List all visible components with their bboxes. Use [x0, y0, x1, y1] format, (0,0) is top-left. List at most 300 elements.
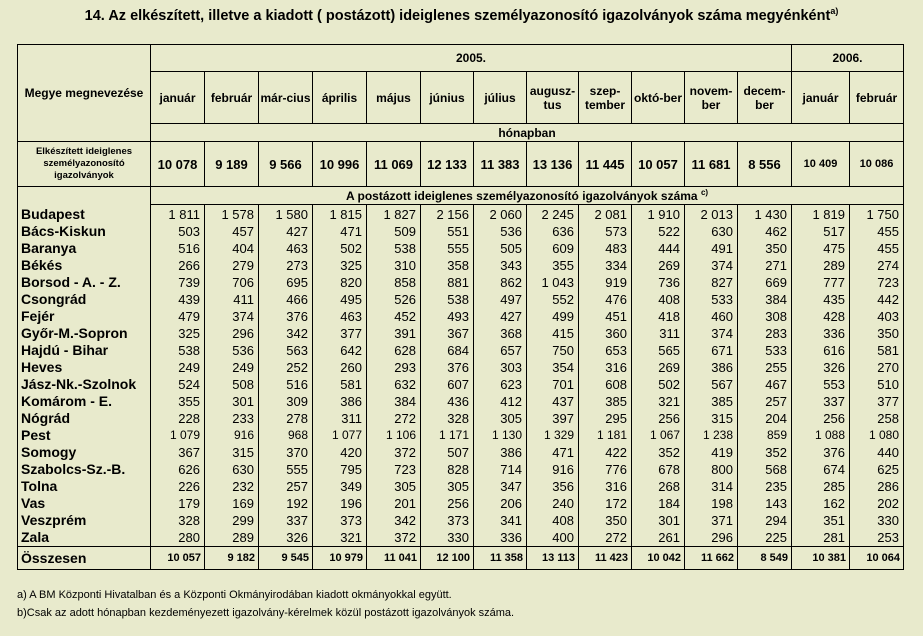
table-cell: 457: [232, 224, 254, 239]
table-cell: 451: [605, 309, 627, 324]
table-cell: 411: [233, 292, 254, 307]
table-cell: 607: [447, 377, 469, 392]
table-cell: 334: [605, 258, 627, 273]
table-cell: 384: [765, 292, 787, 307]
table-cell: 1 079: [169, 428, 200, 442]
table-cell: 303: [500, 360, 522, 375]
prepared-label: Elkészített ideiglenes személyazonosító igazolványok: [18, 142, 151, 187]
table-cell: 385: [605, 394, 627, 409]
county-name: Somogy: [21, 443, 77, 460]
table-cell: 273: [286, 258, 308, 273]
table-cell: 2 013: [700, 207, 733, 222]
month-header: októ-ber: [632, 72, 685, 124]
table-cell: 505: [500, 241, 522, 256]
table-cell: 516: [286, 377, 308, 392]
table-cell: 343: [500, 258, 522, 273]
table-cell: 1 181: [596, 428, 627, 442]
month-header: novem-ber: [685, 72, 738, 124]
table-cell: 581: [340, 377, 362, 392]
table-cell: 684: [447, 343, 469, 358]
table-cell: 279: [232, 258, 254, 273]
table-cell: 162: [823, 496, 845, 511]
table-cell: 352: [765, 445, 787, 460]
table-cell: 522: [658, 224, 680, 239]
table-cell: 281: [823, 530, 845, 545]
table-cell: 476: [605, 292, 627, 307]
table-cell: 278: [286, 411, 308, 426]
table-cell: 452: [394, 309, 416, 324]
table-cell: 776: [605, 462, 627, 477]
page-title: 14. Az elkészített, illetve a kiadott ( postázott) ideiglenes személyazonosító igazolványok száma megyénként$^{a)}$: [84, 6, 839, 24]
table-cell: 497: [500, 292, 522, 307]
table-cell: 351: [823, 513, 845, 528]
county-name: Borsod - A. - Z.: [21, 273, 121, 290]
county-name: Nógrád: [21, 409, 70, 426]
county-header: Megye megnevezése: [18, 45, 151, 142]
table-cell: 269: [658, 258, 680, 273]
table-cell: 827: [711, 275, 733, 290]
table-cell: 352: [658, 445, 680, 460]
table-cell: 723: [877, 275, 899, 290]
table-cell: 538: [178, 343, 200, 358]
month-column: [738, 205, 792, 547]
table-cell: 507: [447, 445, 469, 460]
table-cell: 508: [232, 377, 254, 392]
total-value: 12 100: [421, 547, 474, 570]
table-cell: 202: [877, 496, 899, 511]
table-cell: 403: [877, 309, 899, 324]
table-cell: 630: [232, 462, 254, 477]
table-cell: 249: [232, 360, 254, 375]
total-value: 10 064: [850, 547, 904, 570]
table-cell: 261: [658, 530, 680, 545]
table-cell: 376: [447, 360, 469, 375]
table-cell: 308: [765, 309, 787, 324]
table-cell: 326: [286, 530, 308, 545]
table-cell: 233: [232, 411, 254, 426]
table-cell: 350: [765, 241, 787, 256]
table-cell: 347: [500, 479, 522, 494]
table-cell: 427: [286, 224, 308, 239]
table-cell: 516: [178, 241, 200, 256]
table-cell: 552: [552, 292, 574, 307]
table-cell: 437: [552, 394, 574, 409]
month-column: [632, 205, 685, 547]
table-cell: 330: [877, 513, 899, 528]
table-cell: 295: [605, 411, 627, 426]
table-cell: 714: [500, 462, 522, 477]
table-cell: 509: [394, 224, 416, 239]
table-cell: 360: [605, 326, 627, 341]
table-cell: 609: [552, 241, 574, 256]
table-cell: 565: [658, 343, 680, 358]
table-cell: 1 077: [331, 428, 362, 442]
table-cell: 272: [394, 411, 416, 426]
table-cell: 968: [287, 428, 308, 442]
table-cell: 240: [552, 496, 574, 511]
table-cell: 305: [500, 411, 522, 426]
month-column: [527, 205, 579, 547]
table-cell: 272: [605, 530, 627, 545]
table-cell: 524: [178, 377, 200, 392]
table-cell: 483: [605, 241, 627, 256]
table-cell: 1 171: [438, 428, 469, 442]
table-cell: 858: [394, 275, 416, 290]
month-header: február: [850, 72, 904, 124]
table-cell: 916: [233, 428, 254, 442]
table-cell: 268: [658, 479, 680, 494]
table-cell: 206: [500, 496, 522, 511]
table-cell: 225: [765, 530, 787, 545]
table-cell: 249: [178, 360, 200, 375]
table-cell: 625: [877, 462, 899, 477]
table-cell: 495: [340, 292, 362, 307]
month-header: június: [421, 72, 474, 124]
prepared-value: 11 681: [685, 142, 738, 187]
table-cell: 555: [286, 462, 308, 477]
table-cell: 859: [766, 428, 787, 442]
prepared-value: 10 078: [151, 142, 205, 187]
table-cell: 377: [877, 394, 899, 409]
prepared-value: 8 556: [738, 142, 792, 187]
table-cell: 296: [711, 530, 733, 545]
posted-header: A postázott ideiglenes személyazonosító igazolványok száma $^{c)}$: [151, 187, 904, 205]
table-cell: 739: [178, 275, 200, 290]
county-name: Szabolcs-Sz.-B.: [21, 460, 126, 477]
table-cell: 467: [765, 377, 787, 392]
year-2005-header: 2005.: [151, 45, 792, 72]
table-cell: 408: [658, 292, 680, 307]
table-cell: 235: [765, 479, 787, 494]
table-cell: 1 819: [812, 207, 845, 222]
table-cell: 1 811: [168, 207, 200, 222]
table-cell: 376: [823, 445, 845, 460]
table-cell: 386: [340, 394, 362, 409]
total-value: 9 182: [205, 547, 259, 570]
table-cell: 573: [605, 224, 627, 239]
table-cell: 376: [286, 309, 308, 324]
table-cell: 404: [232, 241, 254, 256]
table-cell: 669: [765, 275, 787, 290]
table-cell: 1 815: [329, 207, 362, 222]
month-header: július: [474, 72, 527, 124]
total-value: 9 545: [259, 547, 313, 570]
table-cell: 1 088: [814, 428, 845, 442]
table-cell: 252: [286, 360, 308, 375]
table-cell: 309: [286, 394, 308, 409]
total-value: 10 042: [632, 547, 685, 570]
county-name: Győr-M.-Sopron: [21, 324, 128, 341]
table-cell: 2 245: [541, 207, 574, 222]
table-cell: 916: [552, 462, 574, 477]
table-cell: 337: [823, 394, 845, 409]
month-column: [205, 205, 259, 547]
table-cell: 1 430: [754, 207, 787, 222]
prepared-value: 12 133: [421, 142, 474, 187]
table-cell: 1 910: [647, 207, 680, 222]
table-cell: 271: [765, 258, 787, 273]
table-cell: 463: [340, 309, 362, 324]
table-cell: 294: [765, 513, 787, 528]
table-cell: 274: [877, 258, 899, 273]
month-header: augusz-tus: [527, 72, 579, 124]
table-cell: 328: [447, 411, 469, 426]
table-cell: 428: [823, 309, 845, 324]
prepared-value: 11 069: [367, 142, 421, 187]
unit-header: hónapban: [151, 124, 904, 142]
total-value: 10 381: [792, 547, 850, 570]
table-cell: 442: [877, 292, 899, 307]
table-cell: 377: [340, 326, 362, 341]
table-cell: 2 156: [436, 207, 469, 222]
table-cell: 358: [447, 258, 469, 273]
table-cell: 289: [823, 258, 845, 273]
table-cell: 370: [286, 445, 308, 460]
month-column: [151, 205, 205, 547]
table-cell: 391: [394, 326, 416, 341]
table-cell: 374: [232, 309, 254, 324]
county-name: Heves: [21, 358, 63, 375]
table-cell: 1 043: [541, 275, 574, 290]
table-cell: 342: [286, 326, 308, 341]
table-cell: 800: [711, 462, 733, 477]
table-cell: 455: [877, 224, 899, 239]
prepared-value: 10 409: [792, 142, 850, 187]
table-cell: 563: [286, 343, 308, 358]
table-cell: 296: [232, 326, 254, 341]
total-value: 10 057: [151, 547, 205, 570]
county-name: Pest: [21, 426, 51, 443]
table-cell: 314: [711, 479, 733, 494]
table-cell: 642: [340, 343, 362, 358]
table-cell: 226: [178, 479, 200, 494]
table-cell: 455: [877, 241, 899, 256]
prepared-value: 10 996: [313, 142, 367, 187]
table-cell: 678: [658, 462, 680, 477]
county-name: Vas: [21, 494, 46, 511]
table-cell: 1 238: [702, 428, 733, 442]
table-cell: 701: [552, 377, 574, 392]
county-name: Békés: [21, 256, 63, 273]
table-cell: 305: [447, 479, 469, 494]
year-2006-header: 2006.: [792, 45, 904, 72]
table-cell: 526: [394, 292, 416, 307]
table-cell: 311: [341, 411, 362, 426]
data-table: [17, 44, 904, 570]
table-cell: 538: [394, 241, 416, 256]
footnote-a: a) A BM Központi Hivatalban és a Központi Okmányirodában kiadott okmányokkal együtt.: [17, 589, 452, 601]
table-cell: 636: [552, 224, 574, 239]
county-name: Budapest: [21, 205, 85, 222]
table-cell: 305: [394, 479, 416, 494]
table-cell: 397: [552, 411, 574, 426]
table-cell: 533: [711, 292, 733, 307]
table-cell: 657: [500, 343, 522, 358]
month-header: január: [151, 72, 205, 124]
table-cell: 499: [552, 309, 574, 324]
table-cell: 330: [447, 530, 469, 545]
table-cell: 204: [765, 411, 787, 426]
table-cell: 283: [765, 326, 787, 341]
table-cell: 349: [340, 479, 362, 494]
table-cell: 538: [447, 292, 469, 307]
table-cell: 269: [658, 360, 680, 375]
table-cell: 502: [340, 241, 362, 256]
table-cell: 372: [394, 530, 416, 545]
table-cell: 439: [178, 292, 200, 307]
table-cell: 286: [877, 479, 899, 494]
table-cell: 256: [447, 496, 469, 511]
table-cell: 350: [605, 513, 627, 528]
table-cell: 372: [394, 445, 416, 460]
table-cell: 427: [500, 309, 522, 324]
county-name: Fejér: [21, 307, 55, 324]
table-cell: 422: [605, 445, 627, 460]
table-cell: 184: [658, 496, 680, 511]
table-cell: 342: [394, 513, 416, 528]
month-header: április: [313, 72, 367, 124]
table-cell: 553: [823, 377, 845, 392]
table-cell: 367: [178, 445, 200, 460]
month-header: január: [792, 72, 850, 124]
table-cell: 321: [658, 394, 680, 409]
table-cell: 517: [823, 224, 845, 239]
table-cell: 671: [711, 343, 733, 358]
table-cell: 321: [340, 530, 362, 545]
month-column: [259, 205, 313, 547]
table-cell: 384: [394, 394, 416, 409]
table-cell: 280: [178, 530, 200, 545]
table-cell: 1 329: [543, 428, 574, 442]
table-cell: 371: [711, 513, 733, 528]
table-cell: 462: [765, 224, 787, 239]
table-cell: 270: [877, 360, 899, 375]
table-cell: 316: [605, 360, 627, 375]
table-cell: 385: [711, 394, 733, 409]
table-cell: 179: [178, 496, 200, 511]
table-cell: 172: [605, 496, 627, 511]
table-cell: 258: [877, 411, 899, 426]
month-header: február: [205, 72, 259, 124]
table-cell: 418: [658, 309, 680, 324]
month-column: [579, 205, 632, 547]
table-cell: 626: [178, 462, 200, 477]
prepared-value: 13 136: [527, 142, 579, 187]
table-cell: 386: [500, 445, 522, 460]
table-cell: 368: [500, 326, 522, 341]
month-header: május: [367, 72, 421, 124]
month-column: [421, 205, 474, 547]
table-cell: 2 081: [594, 207, 627, 222]
total-value: 13 113: [527, 547, 579, 570]
table-cell: 337: [286, 513, 308, 528]
table-cell: 630: [711, 224, 733, 239]
table-cell: 440: [877, 445, 899, 460]
table-cell: 723: [394, 462, 416, 477]
table-cell: 143: [765, 496, 787, 511]
county-name: Csongrád: [21, 290, 87, 307]
prepared-value: 11 445: [579, 142, 632, 187]
table-cell: 301: [232, 394, 254, 409]
table-cell: 568: [765, 462, 787, 477]
county-name: Hajdú - Bihar: [21, 341, 109, 358]
table-cell: 256: [823, 411, 845, 426]
table-cell: 502: [658, 377, 680, 392]
table-cell: 503: [178, 224, 200, 239]
total-value: 11 423: [579, 547, 632, 570]
table-cell: 555: [447, 241, 469, 256]
table-cell: 493: [447, 309, 469, 324]
table-cell: 628: [394, 343, 416, 358]
prepared-value: 9 189: [205, 142, 259, 187]
month-header: szep-tember: [579, 72, 632, 124]
prepared-value: 9 566: [259, 142, 313, 187]
table-cell: 232: [232, 479, 254, 494]
total-value: 8 549: [738, 547, 792, 570]
table-cell: 198: [711, 496, 733, 511]
table-cell: 436: [447, 394, 469, 409]
table-cell: 400: [552, 530, 574, 545]
table-cell: 471: [340, 224, 362, 239]
table-cell: 293: [394, 360, 416, 375]
table-cell: 623: [500, 377, 522, 392]
table-cell: 653: [605, 343, 627, 358]
month-column: [313, 205, 367, 547]
table-cell: 257: [286, 479, 308, 494]
month-header: decem-ber: [738, 72, 792, 124]
county-name: Veszprém: [21, 511, 87, 528]
table-cell: 616: [823, 343, 845, 358]
table-cell: 919: [605, 275, 627, 290]
table-cell: 1 580: [275, 207, 308, 222]
footnote-b: b)Csak az adott hónapban kezdeményezett igazolvány-kérelmek közül postázott igazolványok száma.: [17, 607, 515, 619]
table-cell: 444: [658, 241, 680, 256]
county-name: Bács-Kiskun: [21, 222, 106, 239]
prepared-value: 10 086: [850, 142, 904, 187]
table-cell: 386: [711, 360, 733, 375]
table-cell: 608: [605, 377, 627, 392]
table-cell: 736: [658, 275, 680, 290]
table-cell: 356: [552, 479, 574, 494]
table-cell: 674: [823, 462, 845, 477]
table-cell: 374: [711, 258, 733, 273]
table-cell: 2 060: [489, 207, 522, 222]
month-column: [367, 205, 421, 547]
table-cell: 536: [500, 224, 522, 239]
table-cell: 373: [447, 513, 469, 528]
table-cell: 367: [447, 326, 469, 341]
total-label: Összesen: [18, 547, 151, 570]
table-cell: 325: [340, 258, 362, 273]
table-cell: 341: [500, 513, 522, 528]
table-cell: 536: [232, 343, 254, 358]
table-cell: 510: [877, 377, 899, 392]
table-cell: 551: [447, 224, 469, 239]
table-cell: 260: [340, 360, 362, 375]
table-cell: 253: [877, 530, 899, 545]
table-cell: 795: [340, 462, 362, 477]
county-name: Zala: [21, 528, 50, 545]
prepared-value: 10 057: [632, 142, 685, 187]
table-cell: 419: [711, 445, 733, 460]
spacer: [18, 187, 151, 205]
month-column: [685, 205, 738, 547]
table-cell: 632: [394, 377, 416, 392]
table-cell: 695: [286, 275, 308, 290]
table-cell: 336: [823, 326, 845, 341]
table-cell: 301: [658, 513, 680, 528]
table-cell: 471: [552, 445, 574, 460]
